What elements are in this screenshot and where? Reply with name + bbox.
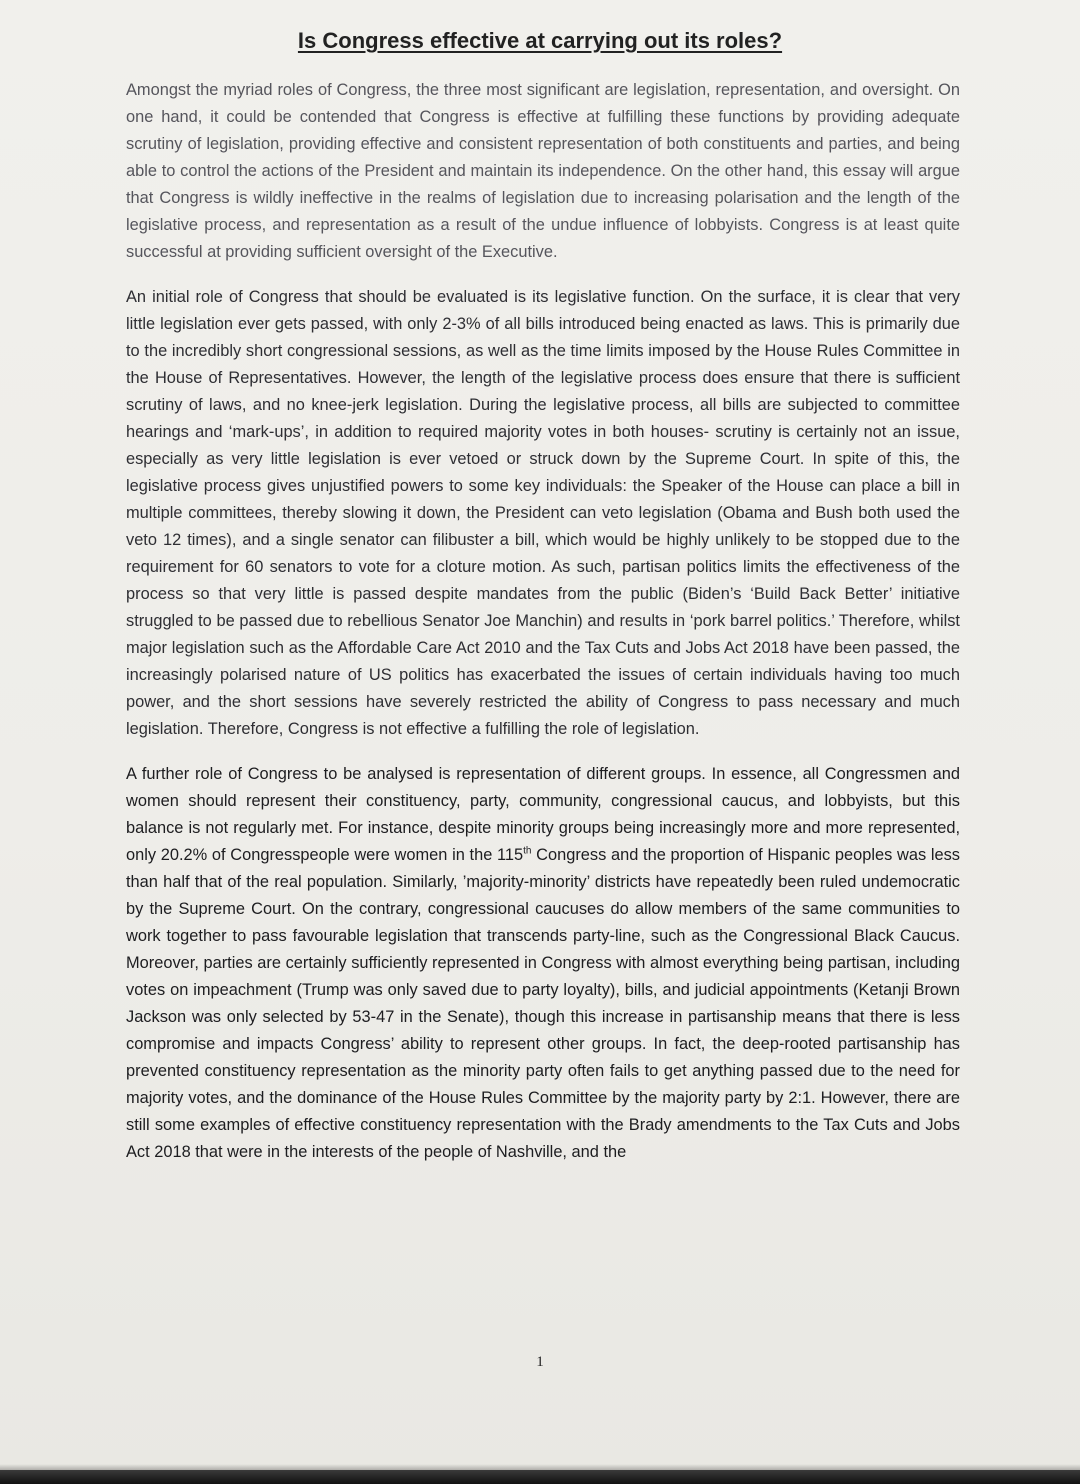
- paragraph-representation: [126, 761, 960, 1166]
- document-title: Is Congress effective at carrying out its roles?: [297, 28, 783, 53]
- paragraph-introduction: Amongst the myriad roles of Congress, the three most significant are legislation, representation, and oversight. On one hand, it could be contended that Congress is effective at fulfilling these functions by providing adequate scrutiny of legislation, providing effective and consistent representation of both constituents and parties, and being able to control the actions of the President and maintain its independence. On the other hand, this essay will argue that Congress is wildly ineffective in the realms of legislation due to increasing polarisation and the length of the legislative process, and representation as a result of the undue influence of lobbyists. Congress is at least quite successful at providing sufficient oversight of the Executive.: [126, 81, 960, 261]
- paragraph-legislation: An initial role of Congress that should be evaluated is its legislative function. On the surface, it is clear that very little legislation ever gets passed, with only 2-3% of all bills introduced being enacted as laws. This is primarily due to the incredibly short congressional sessions, as well as the time limits imposed by the House Rules Committee in the House of Representatives. However, the length of the legislative process does ensure that there is sufficient scrutiny of laws, and no knee-jerk legislation. During the legislative process, all bills are subjected to committee hearings and ‘mark-ups’, in addition to required majority votes in both houses- scrutiny is certainly not an issue, especially as very little legislation is ever vetoed or struck down by the Supreme Court. In spite of this, the legislative process gives unjustified powers to some key individuals: the Speaker of the House can place a bill in multiple committees, thereby slowing it down, the President can veto legislation (Obama and Bush both used the veto 12 times), and a single senator can filibuster a bill, which would be highly unlikely to be stopped due to the requirement for 60 senators to vote for a cloture motion. As such, partisan politics limits the effectiveness of the process so that very little is passed despite mandates from the public (Biden’s ‘Build Back Better’ initiative struggled to be passed due to rebellious Senator Joe Manchin) and results in ‘pork barrel politics.’ Therefore, whilst major legislation such as the Affordable Care Act 2010 and the Tax Cuts and Jobs Act 2018 have been passed, the increasingly polarised nature of US politics has exacerbated the issues of certain individuals having too much power, and the short sessions have severely restricted the ability of Congress to pass necessary and much legislation. Therefore, Congress is not effective a fulfilling the role of legislation.: [126, 288, 960, 738]
- scan-bottom-edge: [0, 1470, 1080, 1484]
- document-body: [126, 77, 960, 1184]
- paragraph-representation-part-1: A further role of Congress to be analysed is representation of different groups. In essence, all Congressmen and women should represent their constituency, party, community, congressional caucus, and lobbyists, but this balance is not regularly met. For instance, despite minority groups being increasingly more and more represented, only 20.2% of Congresspeople were women in the 115: [126, 765, 960, 864]
- ordinal-superscript: th: [523, 845, 532, 857]
- paragraph-representation-part-2: Congress and the proportion of Hispanic peoples was less than half that of the real population. Similarly, ’majority-minority’ districts have repeatedly been ruled undemocratic by the Supreme Court. On the contrary, congressional caucuses do allow members of the same communities to work together to pass favourable legislation that transcends party-line, such as the Congressional Black Caucus. Moreover, parties are certainly sufficiently represented in Congress with almost everything being partisan, including votes on impeachment (Trump was only saved due to party loyalty), bills, and judicial appointments (Ketanji Brown Jackson was only selected by 53-47 in the Senate), though this increase in partisanship means that there is less compromise and impacts Congress’ ability to represent other groups. In fact, the deep-rooted partisanship has prevented constituency representation as the minority party often fails to get anything passed due to the need for majority votes, and the dominance of the House Rules Committee by the majority party by 2:1. However, there are still some examples of effective constituency representation with the Brady amendments to the Tax Cuts and Jobs Act 2018 that were in the interests of the people of Nashville, and the: [126, 846, 960, 1161]
- page-number: 1: [536, 1354, 544, 1370]
